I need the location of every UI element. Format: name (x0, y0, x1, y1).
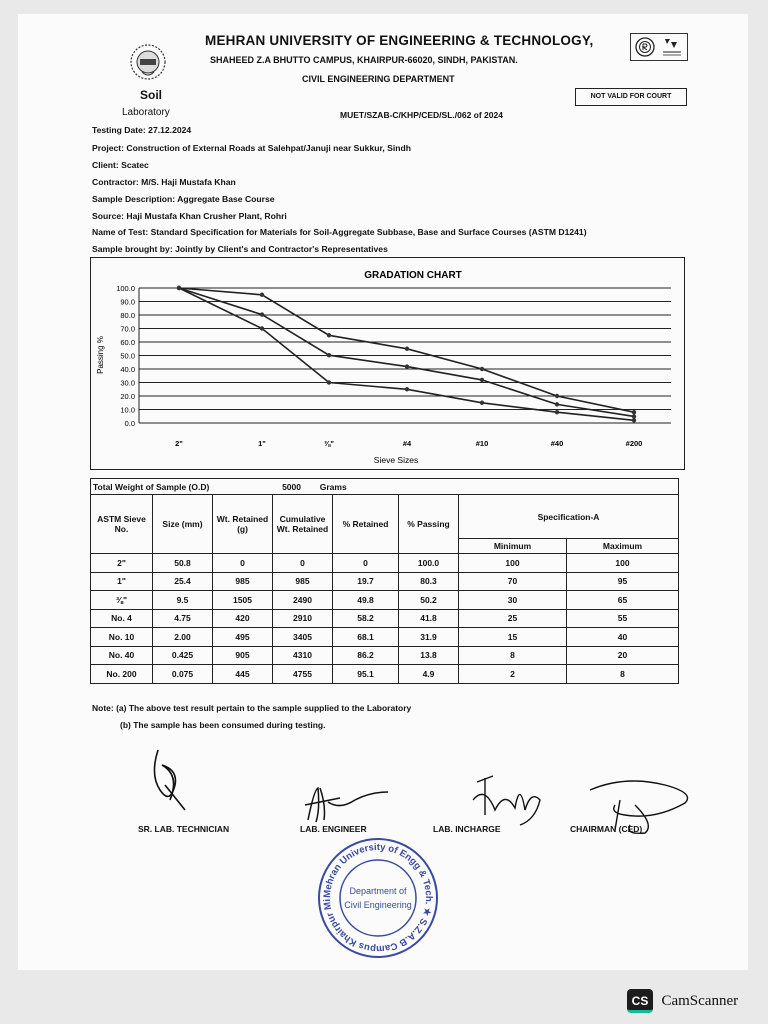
table-cell: 25 (459, 609, 567, 628)
table-cell: 4.75 (153, 609, 213, 628)
camscanner-name: CamScanner (661, 992, 739, 1009)
signature-engineer-icon (300, 780, 395, 825)
table-cell: 420 (213, 609, 273, 628)
lab-title: Soil (140, 88, 163, 102)
chart-point (632, 414, 636, 418)
table-cell: 31.9 (399, 628, 459, 647)
chart-y-tick: 100.0 (116, 284, 135, 293)
table-cell: 50.2 (399, 591, 459, 610)
header-cum-retained: Cumulative Wt. Retained (273, 495, 333, 554)
source: Source: Haji Mustafa Khan Crusher Plant, Rohri (92, 211, 287, 221)
chart-point (327, 333, 331, 337)
header-minimum: Minimum (459, 539, 567, 554)
chart-x-tick: #10 (475, 439, 489, 448)
sig-label-chairman: CHAIRMAN (CED) (570, 824, 643, 834)
chart-point (555, 402, 559, 406)
sieve-analysis-table (90, 478, 679, 684)
university-logo-icon (128, 42, 168, 82)
chart-x-tick: 2" (175, 439, 183, 448)
table-cell: 4755 (273, 665, 333, 684)
chart-point (632, 418, 636, 422)
table-cell: No. 10 (91, 628, 153, 647)
chart-point (405, 347, 409, 351)
table-cell: 2.00 (153, 628, 213, 647)
table-cell: No. 40 (91, 646, 153, 665)
header-pct-passing: % Passing (399, 495, 459, 554)
sample-description: Sample Description: Aggregate Base Course (92, 194, 275, 204)
stamp-line-2: Civil Engineering (344, 900, 412, 910)
test-name: Name of Test: Standard Specification for Materials for Soil-Aggregate Subbase, Base and Surface Courses (ASTM D1241) (92, 227, 587, 237)
chart-point (555, 394, 559, 398)
table-cell: 55 (567, 609, 679, 628)
department-name: CIVIL ENGINEERING DEPARTMENT (302, 74, 455, 84)
table-cell: 0.425 (153, 646, 213, 665)
camscanner-logo-icon: CS (627, 989, 653, 1013)
table-cell: 40 (567, 628, 679, 647)
header-size: Size (mm) (153, 495, 213, 554)
chart-x-tick: #40 (550, 439, 564, 448)
table-row (91, 572, 679, 591)
signature-technician-icon (140, 745, 200, 815)
table-cell: 445 (213, 665, 273, 684)
table-cell: 495 (213, 628, 273, 647)
table-cell: 2 (459, 665, 567, 684)
header-maximum: Maximum (567, 539, 679, 554)
sig-label-technician: SR. LAB. TECHNICIAN (138, 824, 230, 834)
department-stamp (316, 836, 440, 960)
note-b: (b) The sample has been consumed during testing. (120, 720, 326, 730)
table-cell: 95 (567, 572, 679, 591)
chart-point (555, 410, 559, 414)
table-cell: 8 (567, 665, 679, 684)
table-cell: 1505 (213, 591, 273, 610)
chart-y-tick: 70.0 (120, 324, 135, 334)
table-cell: 905 (213, 646, 273, 665)
chart-y-tick: 20.0 (120, 392, 135, 401)
table-row (91, 554, 679, 573)
table-cell: 3405 (273, 628, 333, 647)
table-cell: 25.4 (153, 572, 213, 591)
table-row (91, 628, 679, 647)
chart-x-tick: 1" (258, 439, 266, 448)
university-name: MEHRAN UNIVERSITY OF ENGINEERING & TECHNOLOGY, (205, 33, 594, 48)
table-row (91, 609, 679, 628)
chart-point (480, 378, 484, 382)
table-cell: 65 (567, 591, 679, 610)
chart-x-tick: #4 (402, 439, 412, 448)
table-cell: 0 (213, 554, 273, 573)
table-cell: 86.2 (333, 646, 399, 665)
chart-title: GRADATION CHART (364, 270, 462, 281)
chart-point (480, 401, 484, 405)
project: Project: Construction of External Roads at Salehpat/Januji near Sukkur, Sindh (92, 143, 411, 153)
total-weight-unit: Grams (319, 481, 347, 492)
chart-x-tick: ⅜" (324, 439, 334, 448)
sig-label-incharge: LAB. INCHARGE (433, 824, 501, 834)
total-weight-label: Total Weight of Sample (O.D) (93, 481, 210, 492)
sig-label-engineer: LAB. ENGINEER (300, 824, 367, 834)
header-pct-retained: % Retained (333, 495, 399, 554)
chart-point (177, 286, 181, 290)
table-cell: 19.7 (333, 572, 399, 591)
header-sieve: ASTM Sieve No. (91, 495, 153, 554)
chart-series-line (179, 288, 634, 420)
table-cell: 1" (91, 572, 153, 591)
table-cell: ⅜" (91, 591, 153, 610)
table-cell: 15 (459, 628, 567, 647)
contractor: Contractor: M/S. Haji Mustafa Khan (92, 177, 236, 187)
chart-y-tick: 80.0 (120, 311, 135, 320)
campus-address: SHAHEED Z.A BHUTTO CAMPUS, KHAIRPUR-66020, SINDH, PAKISTAN. (210, 55, 518, 65)
table-cell: 985 (213, 572, 273, 591)
table-cell: 13.8 (399, 646, 459, 665)
table-cell: 9.5 (153, 591, 213, 610)
total-weight-row (91, 479, 679, 495)
table-cell: 41.8 (399, 609, 459, 628)
certification-logos (630, 33, 688, 61)
note-a: Note: (a) The above test result pertain to the sample supplied to the Laboratory (92, 703, 412, 713)
chart-point (405, 387, 409, 391)
chart-y-tick: 10.0 (120, 405, 135, 415)
table-cell: 100.0 (399, 554, 459, 573)
table-cell: 68.1 (333, 628, 399, 647)
table-cell: 70 (459, 572, 567, 591)
chart-x-label: Sieve Sizes (373, 455, 419, 465)
chart-y-label: Passing % (96, 336, 105, 374)
lab-subtitle: Laboratory (122, 107, 170, 118)
table-cell: No. 200 (91, 665, 153, 684)
table-cell: 2910 (273, 609, 333, 628)
chart-point (632, 410, 636, 414)
chart-y-tick: 50.0 (120, 351, 135, 361)
chart-x-tick: #200 (625, 439, 643, 448)
table-cell: 30 (459, 591, 567, 610)
table-cell: 2490 (273, 591, 333, 610)
table-cell: 100 (567, 554, 679, 573)
table-cell: 50.8 (153, 554, 213, 573)
table-row (91, 646, 679, 665)
table-cell: 0.075 (153, 665, 213, 684)
table-cell: 49.8 (333, 591, 399, 610)
sample-brought-by: Sample brought by: Jointly by Client's and Contractor's Representatives (92, 244, 388, 254)
stamp-line-1: Department of (349, 886, 407, 896)
chart-point (327, 380, 331, 384)
chart-y-tick: 40.0 (120, 365, 135, 374)
table-row (91, 665, 679, 684)
gradation-chart-svg (91, 258, 684, 469)
camscanner-watermark (627, 989, 738, 1013)
chart-point (260, 312, 264, 316)
table-cell: 4310 (273, 646, 333, 665)
table-cell: 80.3 (399, 572, 459, 591)
table-cell: No. 4 (91, 609, 153, 628)
chart-point (260, 326, 264, 330)
not-valid-for-court-box: NOT VALID FOR COURT (575, 88, 687, 106)
table-cell: 2" (91, 554, 153, 573)
chart-point (327, 353, 331, 357)
signature-incharge-icon (465, 770, 550, 830)
table-cell: 20 (567, 646, 679, 665)
testing-date: Testing Date: 27.12.2024 (92, 125, 192, 135)
chart-y-tick: 30.0 (120, 378, 135, 388)
chart-point (405, 364, 409, 368)
chart-y-tick: 0.0 (124, 419, 135, 428)
total-weight-value: 5000 (282, 481, 301, 492)
header-specification: Specification-A (459, 495, 679, 539)
table-cell: 0 (333, 554, 399, 573)
chart-y-tick: 90.0 (120, 297, 135, 307)
chart-y-tick: 60.0 (120, 338, 135, 347)
stamp-ring-icon (316, 836, 440, 960)
chart-point (480, 367, 484, 371)
header-wt-retained: Wt. Retained (g) (213, 495, 273, 554)
table-cell: 100 (459, 554, 567, 573)
table-cell: 58.2 (333, 609, 399, 628)
table-cell: 4.9 (399, 665, 459, 684)
gradation-chart (90, 257, 685, 470)
reference-number: MUET/SZAB-C/KHP/CED/SL./062 of 2024 (340, 110, 503, 120)
table-cell: 985 (273, 572, 333, 591)
chart-point (260, 293, 264, 297)
table-row (91, 591, 679, 610)
stamp-ring-text: Mehran University of Engg & Tech. ★ S.Z.A.B Campus Khairpur Mi (321, 841, 435, 955)
table-cell: 0 (273, 554, 333, 573)
client: Client: Scatec (92, 160, 149, 170)
table-cell: 95.1 (333, 665, 399, 684)
table-cell: 8 (459, 646, 567, 665)
